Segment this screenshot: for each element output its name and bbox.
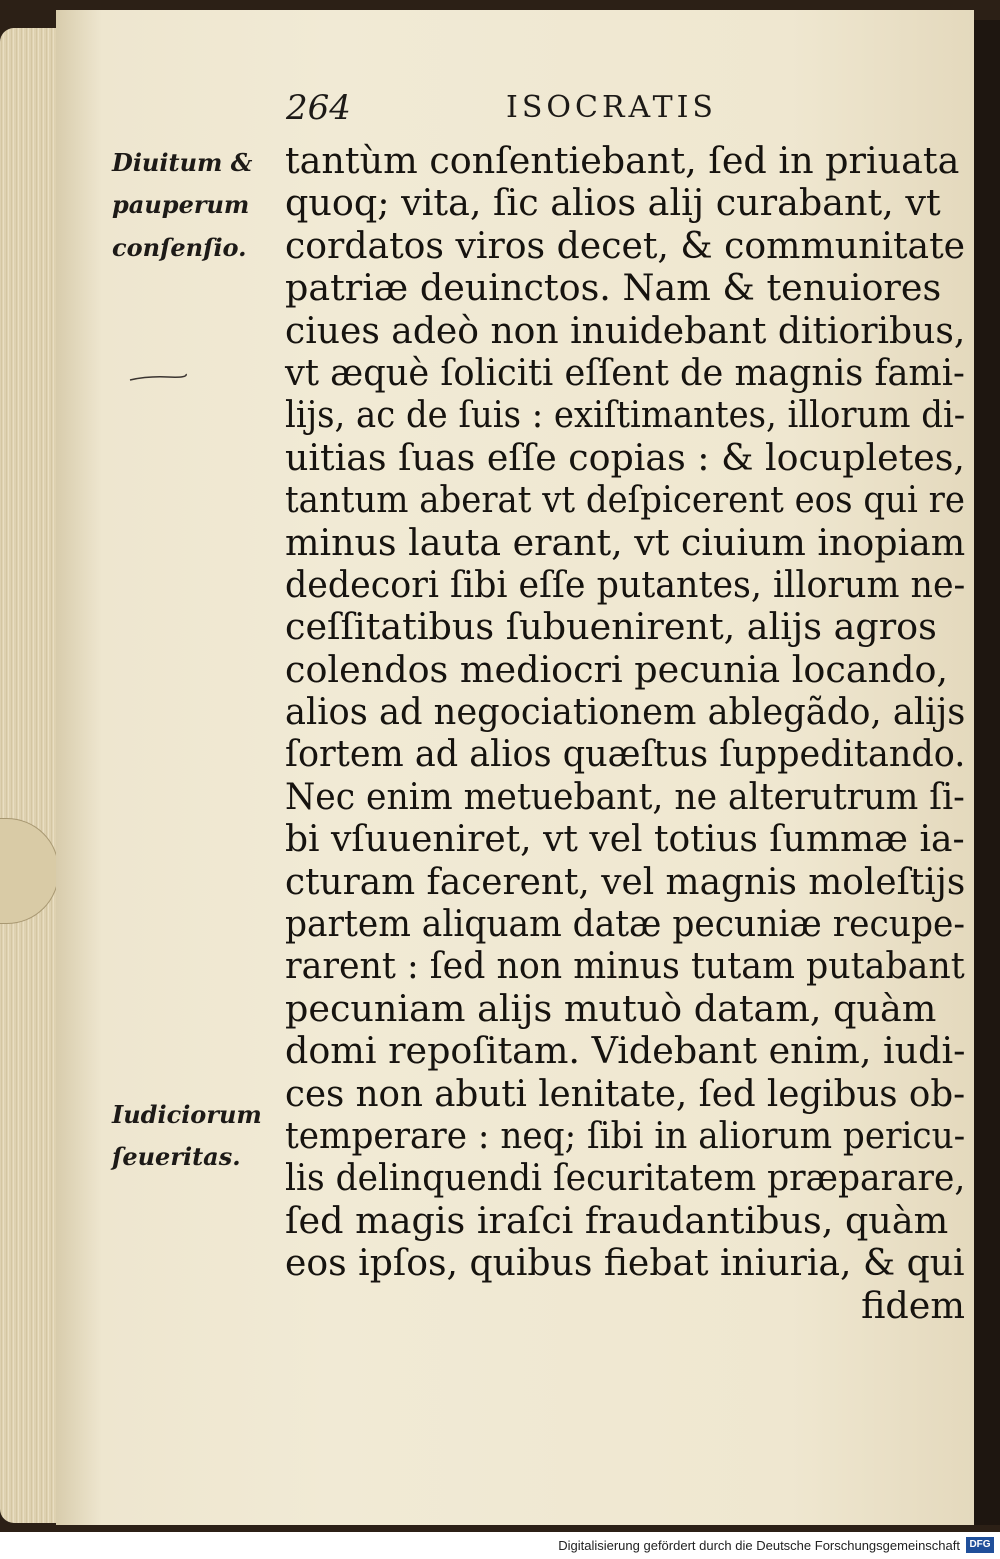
- marginal-note-courts: [112, 1094, 282, 1179]
- text-line: patriæ deuinctos. Nam & tenuiores: [285, 266, 942, 310]
- marginal-note-line: pauperum: [112, 190, 250, 220]
- text-line: quoq; vita, ſic alios alij curabant, vt: [285, 181, 941, 225]
- marginal-note-line: Diuitum &: [112, 148, 253, 177]
- dfg-logo-icon: DFG: [966, 1537, 994, 1553]
- body-text: [285, 140, 965, 1327]
- text-line: Nec enim metuebant, ne alterutrum ſi-: [285, 774, 965, 818]
- page-number: 264: [286, 88, 351, 128]
- marginal-note-wealth: [112, 142, 282, 269]
- text-line: colendos mediocri pecunia locando,: [285, 647, 949, 691]
- text-line: tantùm conſentiebant, ſed in priuata: [285, 139, 960, 182]
- text-line: bi vſuueniret, vt vel totius ſummæ ia-: [285, 817, 965, 861]
- text-line: cordatos viros decet, & communitate: [285, 223, 966, 267]
- text-line: temperare : neq; ſibi in aliorum pericu-: [285, 1113, 966, 1157]
- text-line: dedecori ſibi eſſe putantes, illorum ne-: [285, 562, 966, 606]
- page-edges: [0, 28, 62, 1523]
- text-line: tantum aberat vt deſpicerent eos qui re: [285, 478, 965, 522]
- text-line: alios ad negociationem ablegãdo, alijs: [285, 690, 966, 734]
- pen-mark: [128, 373, 188, 383]
- footer-bar: [0, 1532, 1000, 1559]
- page-header: [286, 88, 966, 132]
- marginal-note-line: Iudiciorum: [112, 1100, 262, 1129]
- text-line: ſortem ad alios quæſtus ſuppeditando.: [285, 732, 966, 776]
- text-line: partem aliquam datæ pecuniæ recupe-: [285, 902, 966, 946]
- text-line: ſed magis iraſci fraudantibus, quàm: [285, 1198, 949, 1242]
- text-line: eos ipſos, quibus fiebat iniuria, & qui: [285, 1241, 965, 1285]
- text-line: ciues adeò non inuidebant ditioribus,: [285, 308, 966, 352]
- marginal-note-line: conſenſio.: [112, 232, 247, 262]
- text-line: uitias ſuas eſſe copias : & locupletes,: [285, 435, 965, 479]
- text-line: minus lauta erant, vt ciuium inopiam: [285, 520, 966, 564]
- text-line: rarent : ſed non minus tutam putabant: [285, 944, 965, 988]
- marginal-note-line: ſeueritas.: [112, 1142, 241, 1172]
- text-line: lijs, ac de ſuis : exiſtimantes, illorum di-: [285, 393, 966, 437]
- funding-credit: Digitalisierung gefördert durch die Deutsche Forschungsgemeinschaft: [558, 1538, 960, 1553]
- text-line: pecuniam alijs mutuò datam, quàm: [285, 986, 937, 1030]
- text-line: lis delinquendi ſecuritatem præparare,: [285, 1156, 966, 1200]
- text-line: vt æquè ſoliciti eſſent de magnis fami-: [285, 350, 965, 394]
- text-line: ceſſitatibus ſubuenirent, alijs agros: [285, 605, 937, 649]
- text-line: domi repoſitam. Videbant enim, iudi-: [285, 1029, 966, 1073]
- running-title: ISOCRATIS: [506, 90, 717, 125]
- catchword: fidem: [861, 1283, 965, 1327]
- text-line: cturam facerent, vel magnis moleſtijs: [285, 859, 966, 903]
- text-line: ces non abuti lenitate, ſed legibus ob-: [285, 1071, 966, 1115]
- facing-page-edge: [974, 20, 1000, 1525]
